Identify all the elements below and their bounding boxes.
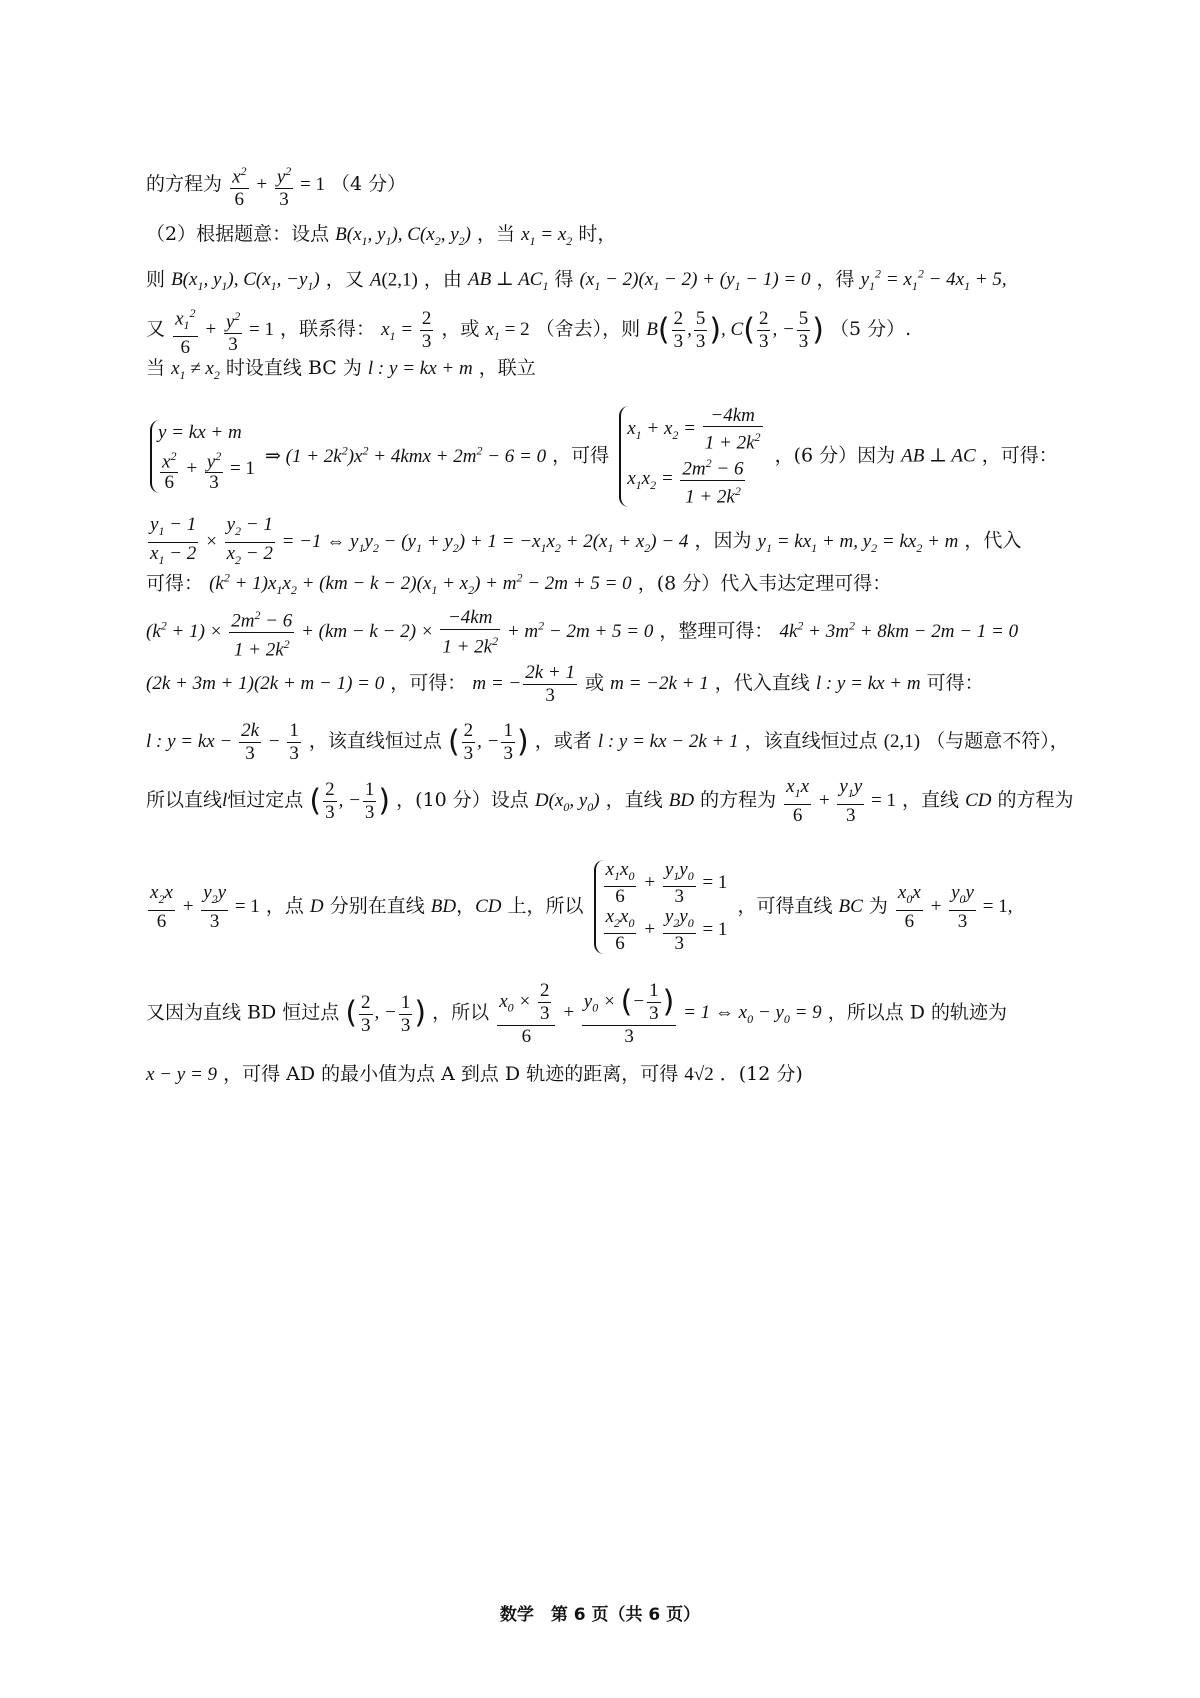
line-7: $\frac{y_1 - 1}{x_1 - 2}$ × $\frac{y_2 - 1}{x_2 - 2}$ = −1 ⇔ $y_1y_2 - (y_1 + y_2) + 1 = -x_1x_2 + 2(x_1 + x_2) - 4$ ，因为 $y_1 = kx_1 + m$, $y_2 = kx_2 + m$ ，代入 <box>150 514 1022 567</box>
line-3: 则 $B(x_1$, $y_1$), $C(x_1$, $-y_1$) ，又 A(2,1) ，由 AB ⊥ $AC_1$ 得 $(x_1 - 2)(x_1 - 2) + (y_1 - 1) = 0$ ，得 $y_1^2 = x_1^2 - 4x_1 + 5$, <box>146 267 1007 294</box>
line-12: 所以直线l恒过定点 ( $\frac{2}{3}$ , − $\frac{1}{3}$ ) ，(10 分）设点 $D(x_0$, $y_0$) ，直线 BD 的方程为 $\frac{x_1x}{6}$ + $\frac{y_1y}{3}$ = 1 ，直线 CD 的方程为 <box>146 776 1074 826</box>
line-4: 又 $\frac{x_1^2}{6}$ + $\frac{y^2}{3}$ = 1 ，联系得： $x_1$ = $\frac{2}{3}$ ，或 $x_1 = 2$ （舍去），则 B( $\frac{2}{3}$ , $\frac{5}{3}$ ), C( $\frac{2}{3}$ , − $\frac{5}{3}$ ) （5 分）. <box>146 302 911 359</box>
line-13: $\frac{x_2x}{6}$ + $\frac{y_2y}{3}$ = 1 ，点 D 分别在直线 BD，CD 上，所以 $\frac{x_1x_0}{6}$ + $\frac{y_1y_0}{3}$ = 1 $\frac{x_2x_0}{6}$ + $\frac{y_2y_0}{3}$ = 1 ，可得直线 BC 为 $\frac{x_0x}{6}$ + $\frac{y_0y}{3}$ = 1, <box>150 859 1013 954</box>
line-11: l : y = kx − $\frac{2k}{3}$ − $\frac{1}{3}$ ，该直线恒过点 ( $\frac{2}{3}$ , − $\frac{1}{3}$ ) ，或者 l : y = kx − 2k + 1 ，该直线恒过点 (2,1) （与题意不符）， <box>146 720 1069 764</box>
line-9: $(k^2 + 1)$ × $\frac{2m^2 - 6}{1 + 2k^2}$ + (km − k − 2) × $\frac{-4km}{1 + 2k^2}$ + $m^2 - 2m + 5 = 0$ ，整理可得： $4k^2 + 3m^2 + 8km - 2m - 1 = 0$ <box>146 604 1018 662</box>
line-15: x − y = 9 ，可得 AD 的最小值为点 A 到点 D 轨迹的距离，可得 4√2 ．(12 分) <box>146 1063 803 1085</box>
page-footer: 数学 第 6 页（共 6 页） <box>499 1605 701 1625</box>
line-14: 又因为直线 BD 恒过点 ( $\frac{2}{3}$ , − $\frac{1}{3}$ ) ，所以 $x_0$ × $\frac{2}{3}$ 6 + $y_0$ × (− $\frac{1}{3}$ ) 3 = 1 ⇔ $x_0 - y_0 = 9$ ，所以点 D 的轨迹为 <box>146 980 1008 1047</box>
line-2: （2）根据题意：设点 $B(x_1$, $y_1$), $C(x_2$, $y_2$) ，当 $x_1 = x_2$ 时， <box>146 223 617 248</box>
line-6: y = kx + m $\frac{x^2}{6}$ + $\frac{y^2}{3}$ = 1 ⇒ $(1 + 2k^2)x^2 + 4kmx + 2m^2 - 6 = 0$ ，可得 $x_1 + x_2$ = $\frac{-4km}{1 + 2k^2}$ $x_1x_2$ = $\frac{2m^2 - 6}{1 + 2k^2}$ ，(6 分）因为 AB ⊥ AC ，可得： <box>146 406 1058 507</box>
line-5: 当 $x_1 \ne x_2$ 时设直线 BC 为 l : y = kx + m ，联立 <box>146 357 536 382</box>
line-10: (2k + 3m + 1)(2k + m − 1) = 0 ，可得： m = − $\frac{2k + 1}{3}$ 或 m = −2k + 1 ，代入直线 l : y = kx + m 可得： <box>146 662 984 706</box>
line-1: 的方程为 $\frac{x^2}{6}$ + $\frac{y^2}{3}$ = 1 （4 分） <box>146 160 406 211</box>
line-8: 可得： $(k^2 + 1)x_1x_2 + (km - k - 2)(x_1 + x_2) + m^2 - 2m + 5 = 0$ ，(8 分）代入韦达定理可得： <box>146 571 892 598</box>
